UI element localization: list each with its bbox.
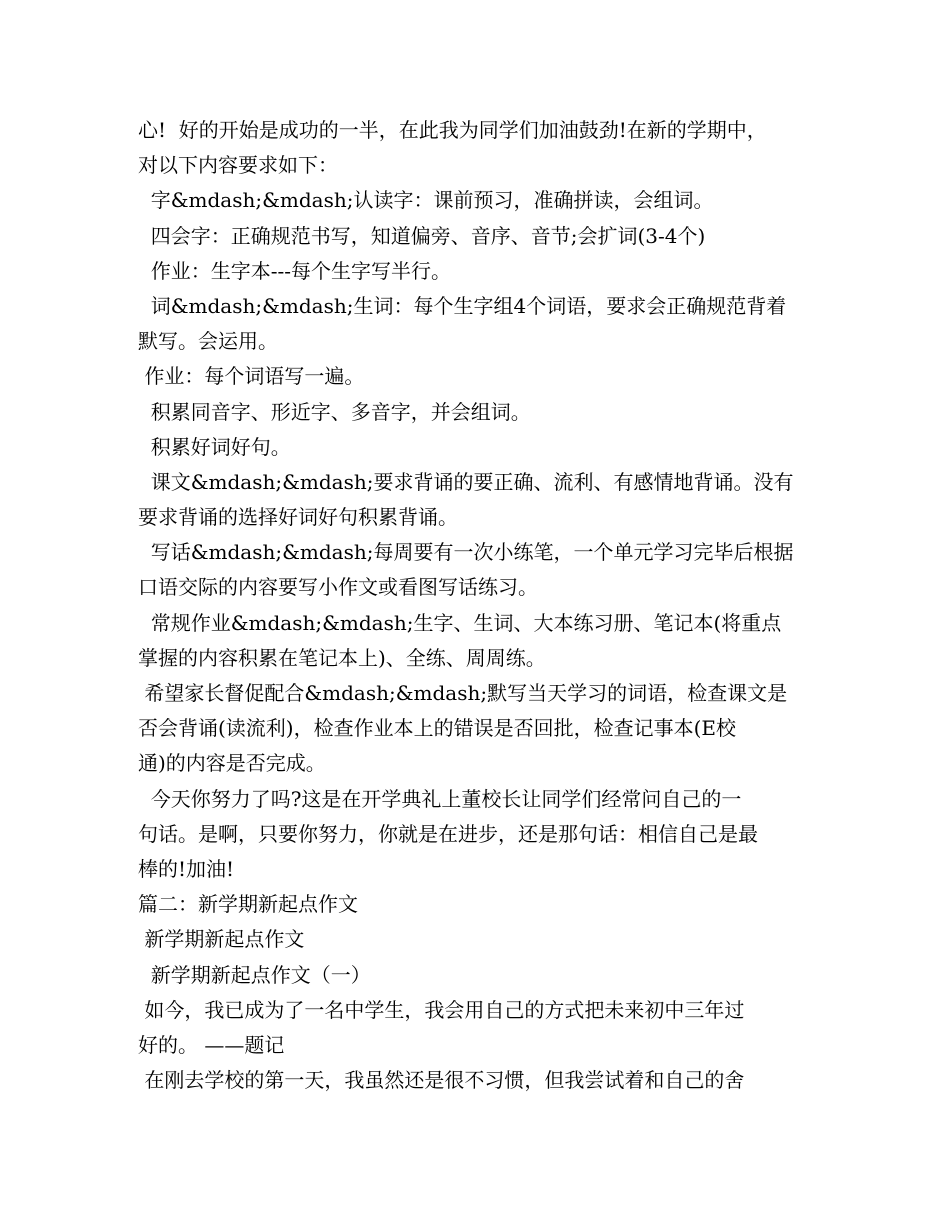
text-line: 口语交际的内容要写小作文或看图写话练习。 bbox=[138, 575, 538, 600]
text-line: 今天你努力了吗?这是在开学典礼上董校长让同学们经常问自己的一 bbox=[138, 786, 742, 811]
text-line: 常规作业&mdash;&mdash;生字、生词、大本练习册、笔记本(将重点 bbox=[138, 610, 782, 635]
text-line: 要求背诵的选择好词好句积累背诵。 bbox=[138, 505, 458, 530]
text-line: 课文&mdash;&mdash;要求背诵的要正确、流利、有感情地背诵。没有 bbox=[138, 469, 794, 494]
text-line: 好的。 ——题记 bbox=[138, 1032, 285, 1057]
document-body bbox=[138, 113, 828, 1098]
text-line: 对以下内容要求如下： bbox=[138, 153, 338, 178]
text-line: 棒的!加油! bbox=[138, 856, 235, 881]
text-line: 作业：每个词语写一遍。 bbox=[138, 364, 365, 389]
text-line: 积累好词好句。 bbox=[138, 434, 291, 459]
text-line: 通)的内容是否完成。 bbox=[138, 751, 326, 776]
text-line: 作业：生字本---每个生字写半行。 bbox=[138, 258, 451, 283]
text-line: 写话&mdash;&mdash;每周要有一次小练笔，一个单元学习完毕后根据 bbox=[138, 540, 794, 565]
text-line: 心! 好的开始是成功的一半，在此我为同学们加油鼓劲!在新的学期中， bbox=[138, 118, 767, 142]
text-line: 字&mdash;&mdash;认读字：课前预习，准确拼读，会组词。 bbox=[138, 188, 714, 213]
section-heading: 篇二：新学期新起点作文 bbox=[138, 892, 358, 917]
text-line: 如今，我已成为了一名中学生，我会用自己的方式把未来初中三年过 bbox=[138, 997, 745, 1022]
text-line: 词&mdash;&mdash;生词：每个生字组4个词语，要求会正确规范背着 bbox=[138, 293, 787, 318]
text-line: 在刚去学校的第一天，我虽然还是很不习惯，但我尝试着和自己的舍 bbox=[138, 1068, 745, 1093]
text-line: 积累同音字、形近字、多音字，并会组词。 bbox=[138, 399, 531, 424]
text-line: 句话。是啊，只要你努力，你就是在进步，还是那句话：相信自己是最 bbox=[138, 821, 758, 846]
text-line: 掌握的内容积累在笔记本上)、全练、周周练。 bbox=[138, 645, 546, 670]
text-line: 否会背诵(读流利)，检查作业本上的错误是否回批，检查记事本(E校 bbox=[138, 716, 737, 741]
article-subtitle: 新学期新起点作文（一） bbox=[138, 962, 371, 987]
text-line: 希望家长督促配合&mdash;&mdash;默写当天学习的词语，检查课文是 bbox=[138, 681, 788, 705]
article-title: 新学期新起点作文 bbox=[138, 927, 305, 952]
text-line: 四会字：正确规范书写，知道偏旁、音序、音节;会扩词(3-4个) bbox=[138, 223, 706, 248]
text-line: 默写。会运用。 bbox=[138, 329, 278, 354]
